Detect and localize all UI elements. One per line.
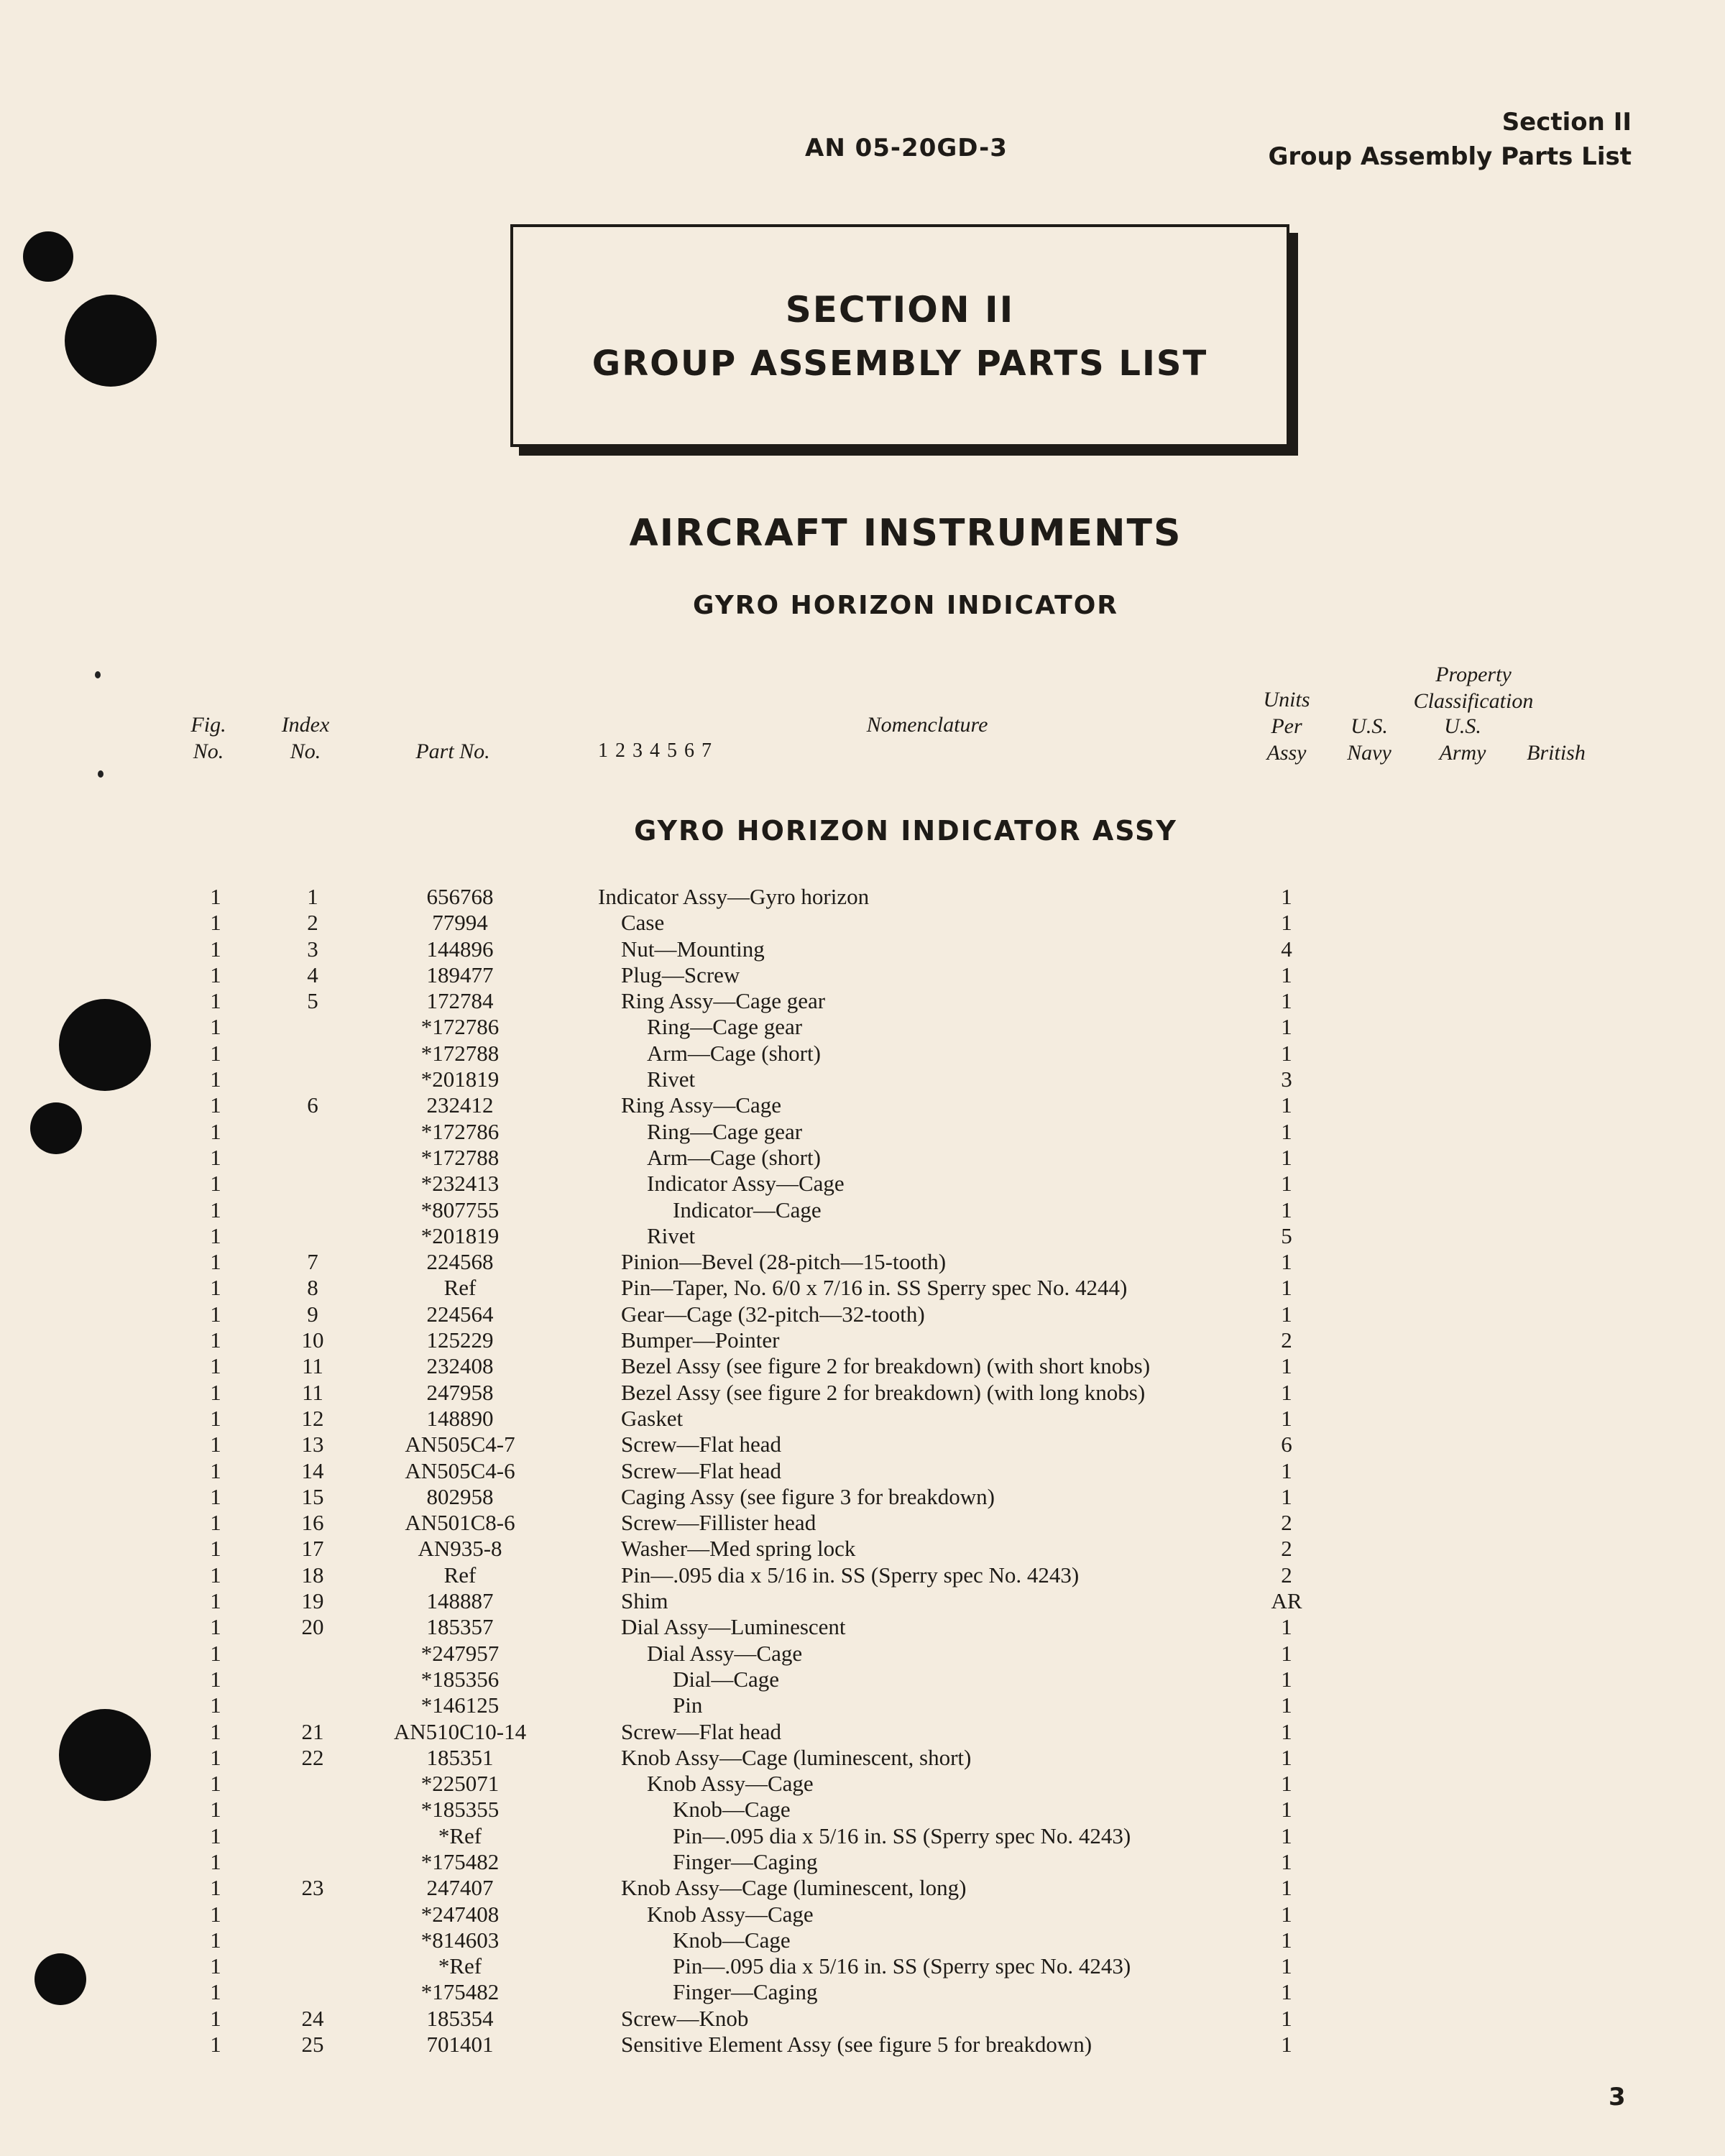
units-cell: 1	[1281, 2032, 1292, 2058]
units-cell: 1	[1281, 1875, 1292, 1901]
sub-heading: GYRO HORIZON INDICATOR	[692, 591, 1119, 620]
header-navy	[1337, 713, 1402, 766]
header-nomenclature-label: Nomenclature	[866, 713, 988, 737]
index-cell: 11	[302, 1353, 323, 1379]
units-cell: 1	[1281, 1353, 1292, 1379]
units-cell: 1	[1281, 1953, 1292, 1979]
nomenclature-cell: Bezel Assy (see figure 2 for breakdown) (with long knobs)	[621, 1379, 1146, 1405]
fig-cell: 1	[210, 1301, 221, 1327]
units-cell: 1	[1281, 1118, 1292, 1144]
table-row	[0, 988, 1725, 1014]
nomenclature-cell: Pin—.095 dia x 5/16 in. SS (Sperry spec No. 4243)	[621, 1562, 1080, 1588]
table-row	[0, 1432, 1725, 1457]
fig-cell: 1	[210, 962, 221, 987]
part-number-cell: 148890	[426, 1405, 494, 1431]
fig-cell: 1	[210, 1067, 221, 1092]
part-number-cell: *807755	[420, 1197, 500, 1222]
index-cell: 7	[307, 1249, 318, 1275]
fig-cell: 1	[210, 1249, 221, 1275]
nomenclature-cell: Ring—Cage gear	[647, 1014, 803, 1040]
part-number-cell: 701401	[426, 2032, 494, 2058]
nomenclature-cell: Case	[621, 910, 665, 936]
nomenclature-cell: Knob Assy—Cage	[647, 1771, 814, 1797]
table-row	[0, 936, 1725, 962]
units-cell: 1	[1281, 1092, 1292, 1118]
fig-cell: 1	[210, 2032, 221, 2058]
part-number-cell: 172784	[426, 988, 494, 1014]
header-fig-line2: No.	[193, 740, 224, 763]
part-number-cell: 802958	[426, 1483, 494, 1509]
nomenclature-cell: Ring Assy—Cage	[621, 1092, 782, 1118]
index-cell: 19	[301, 1588, 324, 1614]
table-row	[0, 1797, 1725, 1823]
fig-cell: 1	[210, 1666, 221, 1692]
part-number-cell: 247407	[426, 1875, 494, 1901]
fig-cell: 1	[210, 1848, 221, 1874]
nomenclature-cell: Nut—Mounting	[621, 936, 765, 962]
speck	[98, 770, 104, 778]
part-number-cell: 656768	[426, 884, 494, 909]
part-number-cell: *247957	[420, 1640, 500, 1666]
index-cell: 12	[301, 1405, 324, 1431]
table-row	[0, 1953, 1725, 1979]
units-cell: 1	[1281, 1457, 1292, 1483]
part-number-cell: *185356	[420, 1666, 500, 1692]
fig-cell: 1	[210, 1197, 221, 1222]
units-cell: 1	[1281, 1744, 1292, 1770]
units-cell: 1	[1281, 910, 1292, 936]
nomenclature-cell: Pin	[673, 1692, 703, 1718]
header-units	[1251, 686, 1322, 766]
nomenclature-cell: Pin—.095 dia x 5/16 in. SS (Sperry spec No. 4243)	[673, 1953, 1131, 1979]
index-cell: 1	[307, 884, 318, 909]
nomenclature-cell: Knob—Cage	[673, 1797, 791, 1823]
nomenclature-cell: Dial—Cage	[673, 1666, 780, 1692]
nomenclature-cell: Washer—Med spring lock	[621, 1536, 856, 1562]
index-cell: 15	[301, 1483, 324, 1509]
part-number-cell: *201819	[420, 1067, 500, 1092]
table-row	[0, 1041, 1725, 1067]
nomenclature-cell: Knob Assy—Cage	[647, 1901, 814, 1927]
part-number-cell: *175482	[420, 1979, 500, 2005]
table-row	[0, 1667, 1725, 1692]
header-property	[1366, 661, 1581, 714]
units-cell: 1	[1281, 1379, 1292, 1405]
title-box-line-1: SECTION II	[785, 289, 1015, 331]
header-units-line2: Per	[1271, 714, 1302, 738]
nomenclature-cell: Dial Assy—Cage	[647, 1640, 803, 1666]
units-cell: 1	[1281, 1171, 1292, 1197]
units-cell: AR	[1271, 1588, 1302, 1614]
units-cell: 1	[1281, 1640, 1292, 1666]
units-cell: 1	[1281, 1144, 1292, 1170]
units-cell: 1	[1281, 1771, 1292, 1797]
fig-cell: 1	[210, 1875, 221, 1901]
table-row	[0, 1745, 1725, 1771]
units-cell: 1	[1281, 1797, 1292, 1823]
units-cell: 1	[1281, 988, 1292, 1014]
units-cell: 6	[1281, 1432, 1292, 1457]
part-number-cell: *247408	[420, 1901, 500, 1927]
index-cell: 4	[307, 962, 318, 987]
header-units-line1: Units	[1263, 688, 1310, 711]
units-cell: 1	[1281, 1014, 1292, 1040]
table-row	[0, 1092, 1725, 1118]
table-row	[0, 884, 1725, 910]
nomenclature-cell: Screw—Flat head	[621, 1718, 781, 1744]
fig-cell: 1	[210, 988, 221, 1014]
fig-cell: 1	[210, 910, 221, 936]
nomenclature-cell: Dial Assy—Luminescent	[621, 1614, 846, 1640]
fig-cell: 1	[210, 1901, 221, 1927]
part-number-cell: Ref	[443, 1562, 477, 1588]
fig-cell: 1	[210, 1536, 221, 1562]
header-property-line1: Property	[1435, 663, 1512, 686]
units-cell: 3	[1281, 1067, 1292, 1092]
table-row	[0, 1562, 1725, 1588]
units-cell: 1	[1281, 1823, 1292, 1848]
part-number-cell: *Ref	[438, 1953, 482, 1979]
nomenclature-cell: Ring Assy—Cage gear	[621, 988, 826, 1014]
units-cell: 1	[1281, 1483, 1292, 1509]
table-row	[0, 1223, 1725, 1249]
units-cell: 1	[1281, 962, 1292, 987]
header-navy-line1: U.S.	[1351, 714, 1388, 738]
table-row	[0, 1823, 1725, 1849]
nomenclature-cell: Rivet	[647, 1222, 696, 1248]
fig-cell: 1	[210, 1040, 221, 1066]
index-cell: 20	[301, 1614, 324, 1640]
section-corner-label	[1268, 105, 1632, 174]
header-units-line3: Assy	[1266, 741, 1307, 765]
table-row	[0, 1614, 1725, 1640]
part-number-cell: *175482	[420, 1848, 500, 1874]
units-cell: 1	[1281, 1197, 1292, 1222]
units-cell: 2	[1281, 1510, 1292, 1536]
header-index-line2: No.	[290, 740, 321, 763]
units-cell: 1	[1281, 1666, 1292, 1692]
header-army-line2: Army	[1439, 741, 1486, 765]
nomenclature-cell: Indicator—Cage	[673, 1197, 822, 1222]
nomenclature-cell: Pinion—Bevel (28-pitch—15-tooth)	[621, 1249, 947, 1275]
header-property-line2: Classification	[1413, 689, 1534, 713]
nomenclature-cell: Screw—Fillister head	[621, 1510, 816, 1536]
fig-cell: 1	[210, 1222, 221, 1248]
index-cell: 2	[307, 910, 318, 936]
table-row	[0, 1641, 1725, 1667]
punch-hole	[23, 231, 73, 282]
fig-cell: 1	[210, 1432, 221, 1457]
table-row	[0, 1406, 1725, 1432]
nomenclature-cell: Pin—.095 dia x 5/16 in. SS (Sperry spec No. 4243)	[673, 1823, 1131, 1848]
table-row	[0, 1353, 1725, 1379]
table-row	[0, 1692, 1725, 1718]
speck	[95, 671, 101, 678]
table-row	[0, 1197, 1725, 1223]
table-row	[0, 1875, 1725, 1901]
nomenclature-cell: Indicator Assy—Cage	[647, 1171, 845, 1197]
fig-cell: 1	[210, 1744, 221, 1770]
nomenclature-cell: Knob Assy—Cage (luminescent, long)	[621, 1875, 967, 1901]
part-number-cell: *Ref	[438, 1823, 482, 1848]
section-line: Section II	[1501, 108, 1632, 137]
part-number-cell: *814603	[420, 1927, 500, 1953]
part-number-cell: 77994	[432, 910, 488, 936]
title-box-line-2: GROUP ASSEMBLY PARTS LIST	[592, 344, 1208, 384]
part-number-cell: AN505C4-6	[405, 1457, 515, 1483]
part-number-cell: *232413	[420, 1171, 500, 1197]
nomenclature-cell: Screw—Flat head	[621, 1432, 781, 1457]
table-row	[0, 1927, 1725, 1953]
units-cell: 1	[1281, 1040, 1292, 1066]
table-row	[0, 1249, 1725, 1275]
units-cell: 2	[1281, 1562, 1292, 1588]
nomenclature-cell: Knob—Cage	[673, 1927, 791, 1953]
nomenclature-cell: Shim	[621, 1588, 668, 1614]
header-fig	[180, 711, 237, 765]
units-cell: 1	[1281, 1249, 1292, 1275]
document-number: AN 05-20GD-3	[805, 134, 1008, 162]
fig-cell: 1	[210, 1640, 221, 1666]
table-row	[0, 1771, 1725, 1797]
header-british-label: British	[1527, 741, 1586, 765]
fig-cell: 1	[210, 1927, 221, 1953]
index-cell: 14	[301, 1457, 324, 1483]
header-army	[1430, 713, 1495, 766]
nomenclature-cell: Knob Assy—Cage (luminescent, short)	[621, 1744, 972, 1770]
part-number-cell: 189477	[426, 962, 494, 987]
header-nomenclature	[819, 711, 1035, 738]
table-row	[0, 1119, 1725, 1145]
table-row	[0, 962, 1725, 988]
fig-cell: 1	[210, 1979, 221, 2005]
part-number-cell: 224568	[426, 1249, 494, 1275]
units-cell: 1	[1281, 1405, 1292, 1431]
table-row	[0, 1327, 1725, 1353]
index-cell: 18	[301, 1562, 324, 1588]
fig-cell: 1	[210, 1353, 221, 1379]
fig-cell: 1	[210, 936, 221, 962]
table-row	[0, 1014, 1725, 1040]
table-row	[0, 1275, 1725, 1301]
table-row	[0, 1484, 1725, 1510]
index-cell: 3	[307, 936, 318, 962]
nomenclature-cell: Screw—Knob	[621, 2005, 749, 2031]
part-number-cell: *201819	[420, 1222, 500, 1248]
header-part-no	[395, 738, 510, 765]
punch-hole	[65, 295, 157, 387]
part-number-cell: 148887	[426, 1588, 494, 1614]
fig-cell: 1	[210, 1953, 221, 1979]
fig-cell: 1	[210, 1562, 221, 1588]
table-row	[0, 1979, 1725, 2005]
units-cell: 1	[1281, 1692, 1292, 1718]
nomenclature-cell: Arm—Cage (short)	[647, 1040, 821, 1066]
table-row	[0, 1171, 1725, 1197]
part-number-cell: 185357	[426, 1614, 494, 1640]
units-cell: 1	[1281, 1848, 1292, 1874]
units-cell: 1	[1281, 1718, 1292, 1744]
index-cell: 24	[301, 2005, 324, 2031]
units-cell: 1	[1281, 1901, 1292, 1927]
fig-cell: 1	[210, 1771, 221, 1797]
fig-cell: 1	[210, 1483, 221, 1509]
nomenclature-cell: Ring—Cage gear	[647, 1118, 803, 1144]
part-number-cell: *172788	[420, 1144, 500, 1170]
nomenclature-cell: Rivet	[647, 1067, 696, 1092]
parts-table	[0, 884, 1725, 2058]
units-cell: 1	[1281, 884, 1292, 909]
units-cell: 5	[1281, 1222, 1292, 1248]
fig-cell: 1	[210, 1692, 221, 1718]
part-number-cell: AN501C8-6	[405, 1510, 515, 1536]
units-cell: 1	[1281, 1927, 1292, 1953]
part-number-cell: *185355	[420, 1797, 500, 1823]
table-row	[0, 1458, 1725, 1484]
index-cell: 6	[307, 1092, 318, 1118]
part-number-cell: AN510C10-14	[393, 1718, 527, 1744]
units-cell: 2	[1281, 1536, 1292, 1562]
index-cell: 13	[301, 1432, 324, 1457]
index-cell: 9	[307, 1301, 318, 1327]
index-cell: 11	[302, 1379, 323, 1405]
fig-cell: 1	[210, 2005, 221, 2031]
part-number-cell: *146125	[420, 1692, 500, 1718]
table-row	[0, 1902, 1725, 1927]
fig-cell: 1	[210, 1457, 221, 1483]
table-row	[0, 2006, 1725, 2032]
nomenclature-cell: Sensitive Element Assy (see figure 5 for breakdown)	[621, 2032, 1092, 2058]
part-number-cell: AN505C4-7	[405, 1432, 515, 1457]
nomenclature-cell: Gear—Cage (32-pitch—32-tooth)	[621, 1301, 925, 1327]
part-number-cell: 125229	[426, 1327, 494, 1353]
index-cell: 23	[301, 1875, 324, 1901]
fig-cell: 1	[210, 1379, 221, 1405]
header-british	[1517, 740, 1596, 766]
index-cell: 22	[301, 1744, 324, 1770]
fig-cell: 1	[210, 1797, 221, 1823]
section-title: Group Assembly Parts List	[1268, 142, 1632, 171]
nomenclature-cell: Finger—Caging	[673, 1979, 818, 2005]
fig-cell: 1	[210, 1588, 221, 1614]
fig-cell: 1	[210, 1144, 221, 1170]
part-number-cell: 185351	[426, 1744, 494, 1770]
part-number-cell: *172786	[420, 1118, 500, 1144]
part-number-cell: AN935-8	[418, 1536, 502, 1562]
index-cell: 16	[301, 1510, 324, 1536]
table-row	[0, 1849, 1725, 1875]
nomenclature-cell: Screw—Flat head	[621, 1457, 781, 1483]
fig-cell: 1	[210, 1092, 221, 1118]
table-row	[0, 1536, 1725, 1562]
index-cell: 21	[301, 1718, 324, 1744]
nomenclature-cell: Bumper—Pointer	[621, 1327, 780, 1353]
part-number-cell: 247958	[426, 1379, 494, 1405]
table-row	[0, 1145, 1725, 1171]
nomenclature-cell: Gasket	[621, 1405, 684, 1431]
header-index-line1: Index	[281, 713, 330, 737]
part-number-cell: *225071	[420, 1771, 500, 1797]
fig-cell: 1	[210, 1275, 221, 1301]
header-fig-line1: Fig.	[190, 713, 226, 737]
fig-cell: 1	[210, 1118, 221, 1144]
header-part-label: Part No.	[415, 740, 490, 763]
fig-cell: 1	[210, 1171, 221, 1197]
section-title-box	[510, 224, 1289, 447]
nomenclature-cell: Pin—Taper, No. 6/0 x 7/16 in. SS Sperry spec No. 4244)	[621, 1275, 1128, 1301]
fig-cell: 1	[210, 1405, 221, 1431]
index-cell: 5	[307, 988, 318, 1014]
part-number-cell: 232408	[426, 1353, 494, 1379]
index-cell: 10	[301, 1327, 324, 1353]
nomenclature-cell: Finger—Caging	[673, 1848, 818, 1874]
part-number-cell: 224564	[426, 1301, 494, 1327]
header-navy-line2: Navy	[1347, 741, 1392, 765]
nomenclature-cell: Arm—Cage (short)	[647, 1144, 821, 1170]
units-cell: 1	[1281, 1979, 1292, 2005]
page-number: 3	[1609, 2083, 1626, 2111]
table-row	[0, 910, 1725, 936]
table-row	[0, 1588, 1725, 1614]
header-army-line1: U.S.	[1444, 714, 1481, 738]
units-cell: 4	[1281, 936, 1292, 962]
index-cell: 25	[301, 2032, 324, 2058]
part-number-cell: 185354	[426, 2005, 494, 2031]
table-row	[0, 1067, 1725, 1092]
fig-cell: 1	[210, 1614, 221, 1640]
fig-cell: 1	[210, 1327, 221, 1353]
units-cell: 1	[1281, 1275, 1292, 1301]
table-row	[0, 2032, 1725, 2058]
fig-cell: 1	[210, 1823, 221, 1848]
fig-cell: 1	[210, 1718, 221, 1744]
fig-cell: 1	[210, 884, 221, 909]
nomenclature-cell: Plug—Screw	[621, 962, 740, 987]
header-indent-levels: 1234567	[598, 740, 719, 762]
table-row	[0, 1380, 1725, 1406]
units-cell: 1	[1281, 1301, 1292, 1327]
header-index	[266, 711, 345, 765]
fig-cell: 1	[210, 1014, 221, 1040]
table-row	[0, 1719, 1725, 1745]
index-cell: 8	[307, 1275, 318, 1301]
part-number-cell: *172786	[420, 1014, 500, 1040]
index-cell: 17	[301, 1536, 324, 1562]
part-number-cell: *172788	[420, 1040, 500, 1066]
table-row	[0, 1510, 1725, 1536]
nomenclature-cell: Caging Assy (see figure 3 for breakdown)	[621, 1483, 995, 1509]
part-number-cell: 144896	[426, 936, 494, 962]
units-cell: 1	[1281, 2005, 1292, 2031]
units-cell: 1	[1281, 1614, 1292, 1640]
units-cell: 2	[1281, 1327, 1292, 1353]
part-number-cell: 232412	[426, 1092, 494, 1118]
main-heading: AIRCRAFT INSTRUMENTS	[629, 512, 1182, 555]
nomenclature-cell: Bezel Assy (see figure 2 for breakdown) (with short knobs)	[621, 1353, 1151, 1379]
table-row	[0, 1302, 1725, 1327]
nomenclature-cell: Indicator Assy—Gyro horizon	[598, 884, 870, 909]
fig-cell: 1	[210, 1510, 221, 1536]
group-heading: GYRO HORIZON INDICATOR ASSY	[634, 815, 1177, 847]
part-number-cell: Ref	[443, 1275, 477, 1301]
